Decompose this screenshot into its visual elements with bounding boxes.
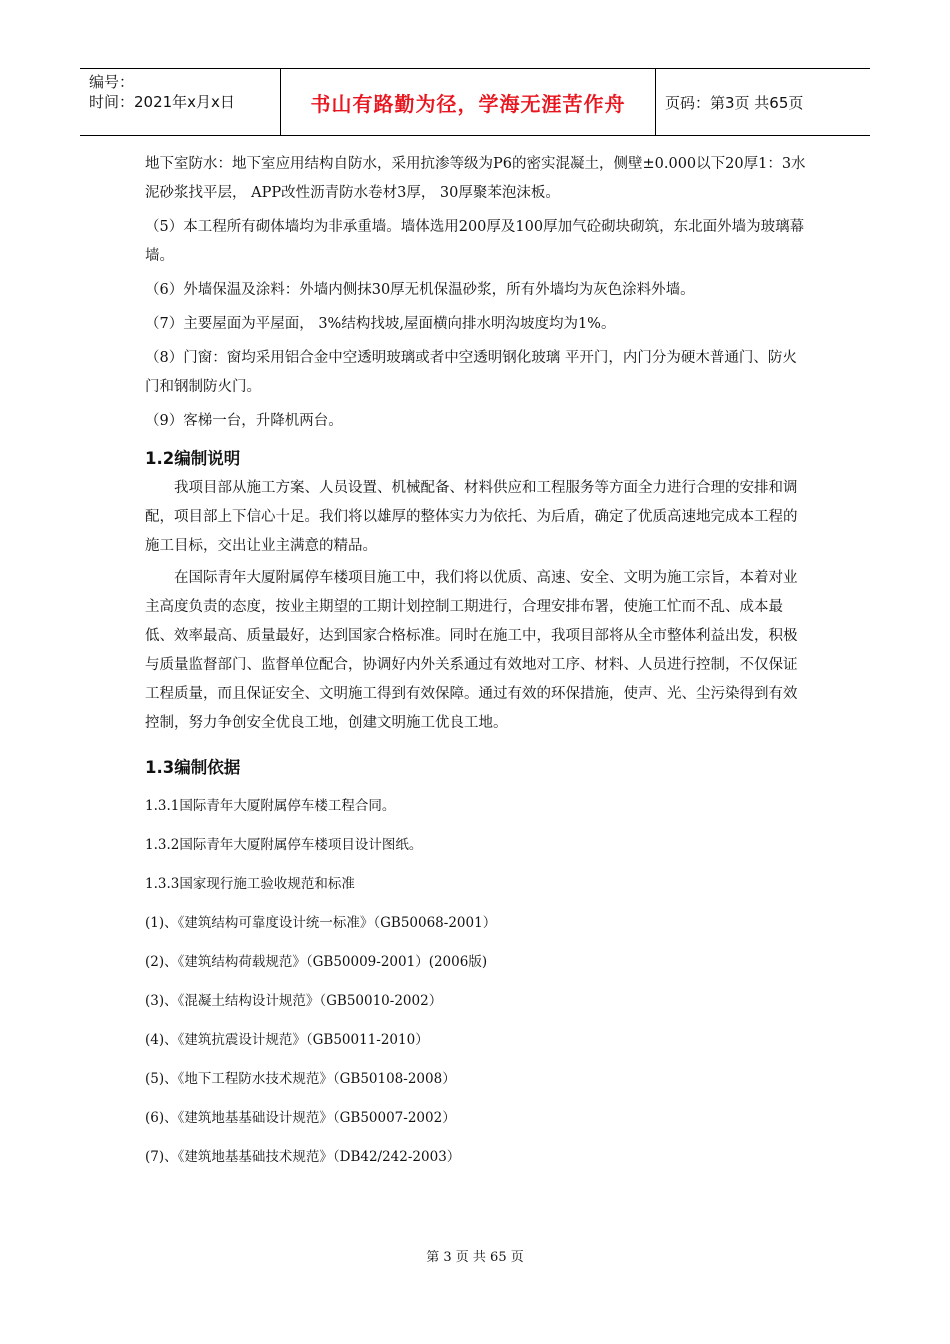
ref-item: (1)、《建筑结构可靠度设计统一标准》（GB50068-2001） xyxy=(145,915,497,931)
ref-item: 1.3.1国际青年大厦附属停车楼工程合同。 xyxy=(145,798,396,814)
ref-item: (6)、《建筑地基基础设计规范》（GB50007-2002） xyxy=(145,1110,456,1126)
paragraph-item-5: （5）本工程所有砌体墙均为非承重墙。墙体选用200厚及100厚加气砼砌块砌筑，东北面外墙为玻璃幕墙。 xyxy=(145,219,805,264)
header-page-number: 页码：第3页 共65页 xyxy=(665,93,804,112)
ref-item: (2)、《建筑结构荷载规范》（GB50009-2001）(2006版) xyxy=(145,954,488,970)
ref-item: (5)、《地下工程防水技术规范》（GB50108-2008） xyxy=(145,1071,456,1087)
paragraph-item-9: （9）客梯一台，升降机两台。 xyxy=(145,413,343,429)
paragraph-1-2-b: 在国际青年大厦附属停车楼项目施工中，我们将以优质、高速、安全、文明为施工宗旨，本着对业主高度负责的态度，按业主期望的工期计划控制工期进行，合理安排布署，使施工忙而不乱、成本最低、效率最高、质量最好，达到国家合格标准。同时在施工中，我项目部将从全市整体利益出发，积极与质量监督部门、监督单位配合，协调好内外关系通过有效地对工序、材料、人员进行控制，不仅保证工程质量，而且保证安全、文明施工得到有效保障。通过有效的环保措施，使声、光、尘污染得到有效控制，努力争创安全优良工地，创建文明施工优良工地。 xyxy=(145,570,798,731)
paragraph-basement-waterproofing: 地下室防水：地下室应用结构自防水，采用抗渗等级为P6的密实混凝土，侧壁±0.000以下20厚1：3水泥砂浆找平层， APP改性沥青防水卷材3厚， 30厚聚苯泡沫板。 xyxy=(145,156,806,201)
section-heading-1-2: 1.2编制说明 xyxy=(145,449,241,468)
ref-item: (7)、《建筑地基基础技术规范》（DB42/242-2003） xyxy=(145,1149,461,1165)
paragraph-item-7: （7）主要屋面为平屋面， 3%结构找坡,屋面横向排水明沟坡度均为1%。 xyxy=(145,316,616,332)
header-meta xyxy=(80,69,281,135)
paragraph-item-8: （8）门窗：窗均采用铝合金中空透明玻璃或者中空透明钢化玻璃 平开门，内门分为硬木普通门、防火门和钢制防火门。 xyxy=(145,350,797,395)
ref-item: (3)、《混凝土结构设计规范》（GB50010-2002） xyxy=(145,993,443,1009)
document-body xyxy=(145,150,810,1167)
paragraph-item-6: （6）外墙保温及涂料：外墙内侧抹30厚无机保温砂浆，所有外墙均为灰色涂料外墙。 xyxy=(145,282,695,298)
ref-item: 1.3.3国家现行施工验收规范和标准 xyxy=(145,876,355,892)
header-number: 编号： xyxy=(89,73,135,91)
paragraph-1-2-a: 我项目部从施工方案、人员设置、机械配备、材料供应和工程服务等方面全力进行合理的安排和调配，项目部上下信心十足。我们将以雄厚的整体实力为依托、为后盾，确定了优质高速地完成本工程的施工目标，交出让业主满意的精品。 xyxy=(145,480,798,554)
ref-item: 1.3.2国际青年大厦附属停车楼项目设计图纸。 xyxy=(145,837,423,853)
header-date: 时间：2021年x月x日 xyxy=(89,93,235,111)
section-heading-1-3: 1.3编制依据 xyxy=(145,758,241,777)
header-motto: 书山有路勤为径，学海无涯苦作舟 xyxy=(281,69,656,135)
ref-item: (4)、《建筑抗震设计规范》（GB50011-2010） xyxy=(145,1032,429,1048)
page-footer: 第 3 页 共 65 页 xyxy=(426,1250,524,1265)
page-header xyxy=(80,68,870,136)
